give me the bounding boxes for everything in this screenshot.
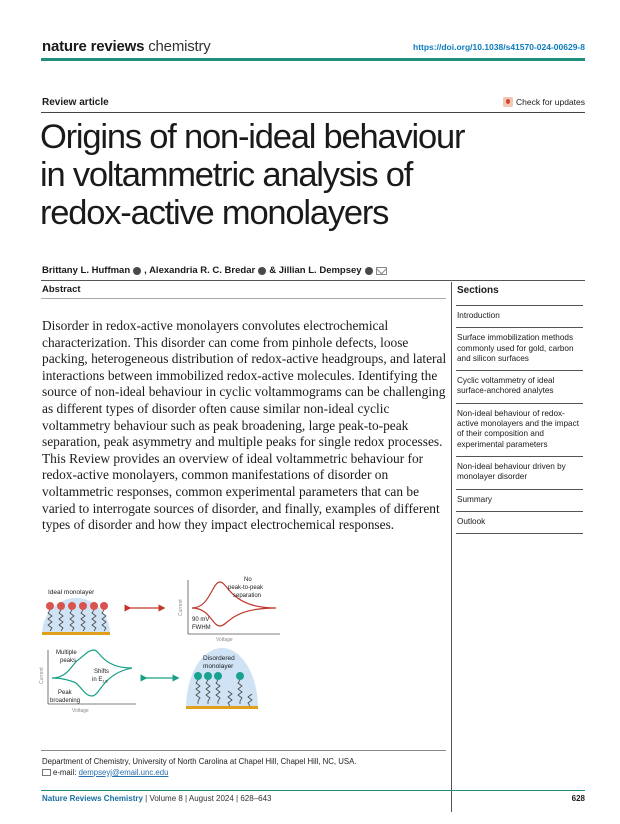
email-icon[interactable] bbox=[376, 267, 387, 275]
ideal-label: Ideal monolayer bbox=[48, 589, 95, 596]
doi-link[interactable]: https://doi.org/10.1038/s41570-024-00629-8 bbox=[413, 42, 585, 52]
check-updates-button[interactable]: Check for updates bbox=[503, 97, 585, 107]
column-divider bbox=[451, 282, 452, 812]
section-link[interactable]: Surface immobilization methods commonly used for gold, carbon and silicon surfaces bbox=[456, 327, 583, 370]
divider bbox=[41, 298, 446, 299]
author-list bbox=[42, 265, 387, 276]
y-axis-label: Current bbox=[39, 667, 45, 684]
ideal-cv-plot bbox=[178, 577, 280, 643]
abstract-heading: Abstract bbox=[42, 284, 81, 295]
divider bbox=[41, 750, 446, 751]
annotation-text: peak-to-peak bbox=[228, 585, 264, 591]
section-link[interactable]: Outlook bbox=[456, 511, 583, 534]
orcid-icon[interactable] bbox=[133, 267, 141, 275]
annotation-text: Multiple bbox=[56, 650, 77, 656]
header-rule bbox=[41, 58, 585, 61]
author-name[interactable]: , Alexandria R. C. Bredar bbox=[144, 265, 256, 276]
annotation-text: broadening bbox=[50, 698, 81, 704]
annotation-text: 90 mV bbox=[192, 617, 210, 623]
annotation-text: Shifts bbox=[94, 669, 110, 675]
email-icon bbox=[42, 769, 51, 776]
abstract-text: Disorder in redox-active monolayers convolutes electrochemical characterization. This disorder can come from pinhole defects, loose packing, heterogeneous distribution of redox-active headgroups, and lateral interactions between immobilized redox-active molecules. Identifying the source of non-ideal behaviour in cyclic voltammograms can be challenging as different types of disorder often cause similar non-ideal cyclic voltammetry behaviour such as peak broadening, large peak-to-peak separation, peak asymmetry and multiple peaks for single redox processes. This Review provides an overview of ideal voltammetric behaviour for redox-active monolayers, common manifestations of disorder on voltammetric responses, common experimental parameters that can be varied to interrogate sources of disorder, and finally, examples of different types of disorder and how they impact electrochemical responses. bbox=[42, 318, 447, 533]
annotation-text: Peak bbox=[58, 690, 72, 696]
section-link[interactable]: Introduction bbox=[456, 305, 583, 327]
email-link[interactable]: dempseyj@email.unc.edu bbox=[78, 768, 169, 777]
section-link[interactable]: Cyclic voltammetry of ideal surface-anchored analytes bbox=[456, 370, 583, 403]
divider bbox=[41, 280, 585, 281]
sections-heading: Sections bbox=[457, 285, 499, 296]
x-axis-label: Voltage bbox=[72, 708, 89, 714]
orcid-icon[interactable] bbox=[258, 267, 266, 275]
affiliation: Department of Chemistry, University of North Carolina at Chapel Hill, Chapel Hill, NC, USA. e-mail: dempseyj@email.unc.edu bbox=[42, 757, 357, 777]
footer-citation: Nature Reviews Chemistry | Volume 8 | August 2024 | 628–643 bbox=[42, 794, 272, 803]
disordered-label: Disordered bbox=[203, 655, 235, 662]
page-title: Origins of non-ideal behaviour in voltammetric analysis of redox-active monolayers bbox=[40, 118, 465, 232]
journal-logo: nature reviews chemistry bbox=[42, 38, 211, 55]
disordered-label: monolayer bbox=[203, 663, 234, 670]
annotation-text: FWHM bbox=[192, 625, 211, 631]
updates-icon bbox=[503, 97, 513, 107]
sections-nav bbox=[456, 305, 583, 534]
annotation-text: in $E_{1/2}$ bbox=[92, 677, 108, 684]
electrode-surface bbox=[42, 632, 110, 635]
author-name[interactable]: Brittany L. Huffman bbox=[42, 265, 131, 276]
divider bbox=[41, 112, 585, 113]
annotation-text: No bbox=[244, 577, 252, 583]
x-axis-label: Voltage bbox=[216, 637, 233, 643]
section-link[interactable]: Non-ideal behaviour driven by monolayer disorder bbox=[456, 456, 583, 489]
orcid-icon[interactable] bbox=[365, 267, 373, 275]
page-number: 628 bbox=[571, 794, 585, 803]
disordered-monolayer-panel bbox=[186, 648, 258, 709]
nonideal-cv-plot bbox=[39, 650, 136, 714]
footer-rule bbox=[41, 790, 585, 791]
ideal-monolayer-panel bbox=[42, 589, 110, 635]
section-link[interactable]: Summary bbox=[456, 489, 583, 511]
section-link[interactable]: Non-ideal behaviour of redox-active monolayers and the impact of their composition and experimental parameters bbox=[456, 403, 583, 456]
y-axis-label: Current bbox=[178, 599, 184, 616]
annotation-text: peaks bbox=[60, 658, 77, 664]
graphical-abstract bbox=[40, 572, 445, 720]
article-type: Review article bbox=[42, 97, 109, 108]
annotation-text: separation bbox=[233, 593, 262, 599]
electrode-surface bbox=[186, 706, 258, 709]
author-name[interactable]: & Jillian L. Dempsey bbox=[269, 265, 362, 276]
